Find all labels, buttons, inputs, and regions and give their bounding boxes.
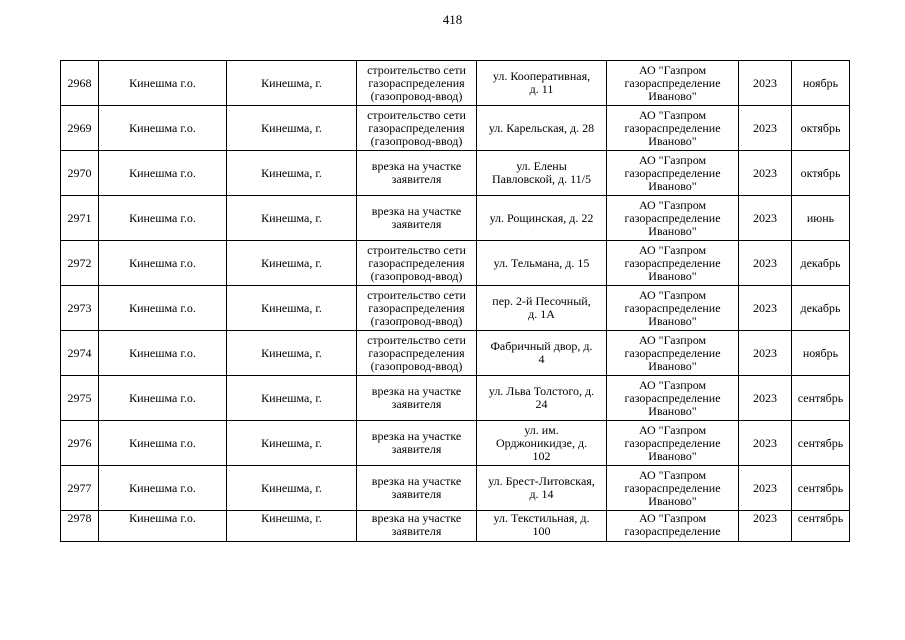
month-cell xyxy=(792,196,850,241)
year-cell-text: 2023 xyxy=(753,210,777,225)
month-cell-text: сентябрь xyxy=(797,480,844,495)
row-number-cell-text: 2975 xyxy=(67,390,92,405)
row-number-cell-text: 2972 xyxy=(67,255,92,270)
address-cell-text: ул. Кооперативная, д. 11 xyxy=(492,69,591,96)
month-cell-text: июнь xyxy=(806,210,835,225)
row-number-cell-text: 2971 xyxy=(67,210,92,225)
locality-cell xyxy=(227,511,357,542)
address-cell xyxy=(477,61,607,106)
locality-cell-text: Кинешма, г. xyxy=(261,300,322,315)
work-type-cell-text: врезка на участке заявителя xyxy=(371,511,462,538)
organization-cell-text: АО "Газпром газораспределение Иваново" xyxy=(624,242,721,283)
locality-cell xyxy=(227,241,357,286)
work-type-cell xyxy=(357,331,477,376)
work-type-cell xyxy=(357,196,477,241)
district-cell xyxy=(99,466,227,511)
year-cell-text: 2023 xyxy=(753,255,777,270)
year-cell xyxy=(739,61,792,106)
work-type-cell xyxy=(357,286,477,331)
locality-cell-text: Кинешма, г. xyxy=(261,255,322,270)
district-cell-text: Кинешма г.о. xyxy=(129,210,196,225)
month-cell xyxy=(792,151,850,196)
table-row xyxy=(61,241,850,286)
row-number-cell-text: 2976 xyxy=(67,435,92,450)
organization-cell-text: АО "Газпром газораспределение Иваново" xyxy=(624,422,721,463)
organization-cell-text: АО "Газпром газораспределение xyxy=(624,511,721,538)
district-cell xyxy=(99,376,227,421)
address-cell xyxy=(477,151,607,196)
month-cell-text: ноябрь xyxy=(802,345,839,360)
organization-cell xyxy=(607,331,739,376)
district-cell xyxy=(99,196,227,241)
address-cell xyxy=(477,511,607,542)
table-row xyxy=(61,511,850,542)
row-number-cell-text: 2973 xyxy=(67,300,92,315)
district-cell-text: Кинешма г.о. xyxy=(129,255,196,270)
locality-cell-text: Кинешма, г. xyxy=(261,345,322,360)
locality-cell-text: Кинешма, г. xyxy=(261,75,322,90)
year-cell xyxy=(739,151,792,196)
organization-cell xyxy=(607,511,739,542)
organization-cell xyxy=(607,241,739,286)
row-number-cell xyxy=(61,61,99,106)
address-cell-text: ул. Текстильная, д. 100 xyxy=(493,511,590,538)
district-cell xyxy=(99,511,227,542)
work-type-cell-text: строительство сети газораспределения (газопровод-ввод) xyxy=(367,107,466,148)
work-type-cell-text: врезка на участке заявителя xyxy=(371,204,462,231)
address-cell-text: Фабричный двор, д. 4 xyxy=(490,339,593,366)
address-cell-text: пер. 2-й Песочный, д. 1А xyxy=(492,294,591,321)
table-row xyxy=(61,196,850,241)
table-row xyxy=(61,466,850,511)
work-type-cell xyxy=(357,61,477,106)
address-cell-text: ул. им. Орджоникидзе, д. 102 xyxy=(495,422,588,463)
organization-cell xyxy=(607,106,739,151)
district-cell xyxy=(99,286,227,331)
year-cell xyxy=(739,241,792,286)
row-number-cell-text: 2969 xyxy=(67,120,92,135)
address-cell xyxy=(477,376,607,421)
month-cell-text: сентябрь xyxy=(797,435,844,450)
year-cell-text: 2023 xyxy=(753,435,777,450)
organization-cell xyxy=(607,376,739,421)
table-row xyxy=(61,376,850,421)
organization-cell-text: АО "Газпром газораспределение Иваново" xyxy=(624,152,721,193)
district-cell-text: Кинешма г.о. xyxy=(129,345,196,360)
table-row xyxy=(61,421,850,466)
table-row xyxy=(61,61,850,106)
organization-cell-text: АО "Газпром газораспределение Иваново" xyxy=(624,467,721,508)
year-cell-text: 2023 xyxy=(753,75,777,90)
month-cell xyxy=(792,331,850,376)
work-type-cell-text: строительство сети газораспределения (газопровод-ввод) xyxy=(367,242,466,283)
locality-cell xyxy=(227,376,357,421)
locality-cell-text: Кинешма, г. xyxy=(261,480,322,495)
organization-cell-text: АО "Газпром газораспределение Иваново" xyxy=(624,62,721,103)
row-number-cell xyxy=(61,286,99,331)
organization-cell-text: АО "Газпром газораспределение Иваново" xyxy=(624,197,721,238)
district-cell xyxy=(99,331,227,376)
district-cell-text: Кинешма г.о. xyxy=(129,511,196,525)
district-cell xyxy=(99,106,227,151)
locality-cell-text: Кинешма, г. xyxy=(261,165,322,180)
month-cell xyxy=(792,421,850,466)
row-number-cell xyxy=(61,466,99,511)
locality-cell-text: Кинешма, г. xyxy=(261,435,322,450)
organization-cell-text: АО "Газпром газораспределение Иваново" xyxy=(624,332,721,373)
work-type-cell xyxy=(357,241,477,286)
district-cell-text: Кинешма г.о. xyxy=(129,435,196,450)
row-number-cell xyxy=(61,511,99,542)
work-type-cell xyxy=(357,151,477,196)
work-type-cell-text: строительство сети газораспределения (газопровод-ввод) xyxy=(367,287,466,328)
locality-cell xyxy=(227,151,357,196)
organization-cell-text: АО "Газпром газораспределение Иваново" xyxy=(624,287,721,328)
row-number-cell xyxy=(61,376,99,421)
address-cell-text: ул. Елены Павловской, д. 11/5 xyxy=(491,159,592,186)
work-type-cell-text: врезка на участке заявителя xyxy=(371,474,462,501)
address-cell-text: ул. Карельская, д. 28 xyxy=(488,120,595,135)
locality-cell-text: Кинешма, г. xyxy=(261,120,322,135)
row-number-cell-text: 2974 xyxy=(67,345,92,360)
work-type-cell xyxy=(357,376,477,421)
year-cell xyxy=(739,106,792,151)
table-row xyxy=(61,331,850,376)
district-cell-text: Кинешма г.о. xyxy=(129,300,196,315)
year-cell-text: 2023 xyxy=(753,345,777,360)
organization-cell xyxy=(607,61,739,106)
work-type-cell-text: строительство сети газораспределения (газопровод-ввод) xyxy=(367,62,466,103)
year-cell xyxy=(739,196,792,241)
year-cell-text: 2023 xyxy=(753,390,777,405)
month-cell xyxy=(792,511,850,542)
district-cell xyxy=(99,241,227,286)
year-cell-text: 2023 xyxy=(753,300,777,315)
work-type-cell xyxy=(357,511,477,542)
address-cell xyxy=(477,286,607,331)
locality-cell xyxy=(227,196,357,241)
district-cell-text: Кинешма г.о. xyxy=(129,120,196,135)
month-cell xyxy=(792,286,850,331)
organization-cell xyxy=(607,421,739,466)
month-cell xyxy=(792,106,850,151)
address-cell xyxy=(477,466,607,511)
locality-cell-text: Кинешма, г. xyxy=(261,511,322,525)
district-cell-text: Кинешма г.о. xyxy=(129,75,196,90)
month-cell-text: сентябрь xyxy=(797,390,844,405)
year-cell xyxy=(739,331,792,376)
year-cell xyxy=(739,286,792,331)
month-cell-text: сентябрь xyxy=(797,511,844,525)
month-cell-text: декабрь xyxy=(800,300,841,315)
year-cell-text: 2023 xyxy=(753,511,777,525)
row-number-cell-text: 2968 xyxy=(67,75,92,90)
year-cell-text: 2023 xyxy=(753,120,777,135)
organization-cell-text: АО "Газпром газораспределение Иваново" xyxy=(624,107,721,148)
address-cell-text: ул. Брест-Литовская, д. 14 xyxy=(488,474,595,501)
address-cell xyxy=(477,196,607,241)
month-cell-text: ноябрь xyxy=(802,75,839,90)
locality-cell xyxy=(227,466,357,511)
organization-cell-text: АО "Газпром газораспределение Иваново" xyxy=(624,377,721,418)
work-type-cell-text: врезка на участке заявителя xyxy=(371,159,462,186)
gas-connection-table xyxy=(60,60,850,542)
organization-cell xyxy=(607,151,739,196)
row-number-cell xyxy=(61,241,99,286)
row-number-cell xyxy=(61,151,99,196)
address-cell-text: ул. Рощинская, д. 22 xyxy=(489,210,594,225)
work-type-cell xyxy=(357,421,477,466)
year-cell xyxy=(739,421,792,466)
organization-cell xyxy=(607,286,739,331)
address-cell xyxy=(477,106,607,151)
row-number-cell-text: 2970 xyxy=(67,165,92,180)
month-cell xyxy=(792,466,850,511)
district-cell xyxy=(99,421,227,466)
locality-cell xyxy=(227,106,357,151)
year-cell-text: 2023 xyxy=(753,165,777,180)
row-number-cell xyxy=(61,106,99,151)
table-row xyxy=(61,151,850,196)
organization-cell xyxy=(607,196,739,241)
month-cell xyxy=(792,241,850,286)
row-number-cell xyxy=(61,331,99,376)
locality-cell xyxy=(227,286,357,331)
year-cell xyxy=(739,466,792,511)
row-number-cell xyxy=(61,196,99,241)
address-cell xyxy=(477,421,607,466)
locality-cell-text: Кинешма, г. xyxy=(261,210,322,225)
district-cell-text: Кинешма г.о. xyxy=(129,390,196,405)
work-type-cell xyxy=(357,106,477,151)
district-cell-text: Кинешма г.о. xyxy=(129,165,196,180)
month-cell xyxy=(792,61,850,106)
year-cell xyxy=(739,511,792,542)
district-cell xyxy=(99,61,227,106)
table-row xyxy=(61,106,850,151)
locality-cell xyxy=(227,421,357,466)
organization-cell xyxy=(607,466,739,511)
year-cell-text: 2023 xyxy=(753,480,777,495)
address-cell-text: ул. Льва Толстого, д. 24 xyxy=(488,384,595,411)
row-number-cell xyxy=(61,421,99,466)
year-cell xyxy=(739,376,792,421)
locality-cell-text: Кинешма, г. xyxy=(261,390,322,405)
locality-cell xyxy=(227,61,357,106)
district-cell-text: Кинешма г.о. xyxy=(129,480,196,495)
address-cell xyxy=(477,241,607,286)
address-cell xyxy=(477,331,607,376)
month-cell xyxy=(792,376,850,421)
work-type-cell xyxy=(357,466,477,511)
page-number: 418 xyxy=(442,12,463,27)
work-type-cell-text: строительство сети газораспределения (газопровод-ввод) xyxy=(367,332,466,373)
month-cell-text: октябрь xyxy=(800,165,841,180)
row-number-cell-text: 2977 xyxy=(67,480,92,495)
table-body xyxy=(61,61,850,542)
row-number-cell-text: 2978 xyxy=(67,511,92,525)
address-cell-text: ул. Тельмана, д. 15 xyxy=(493,255,590,270)
locality-cell xyxy=(227,331,357,376)
month-cell-text: декабрь xyxy=(800,255,841,270)
month-cell-text: октябрь xyxy=(800,120,841,135)
district-cell xyxy=(99,151,227,196)
table-row xyxy=(61,286,850,331)
work-type-cell-text: врезка на участке заявителя xyxy=(371,384,462,411)
work-type-cell-text: врезка на участке заявителя xyxy=(371,429,462,456)
